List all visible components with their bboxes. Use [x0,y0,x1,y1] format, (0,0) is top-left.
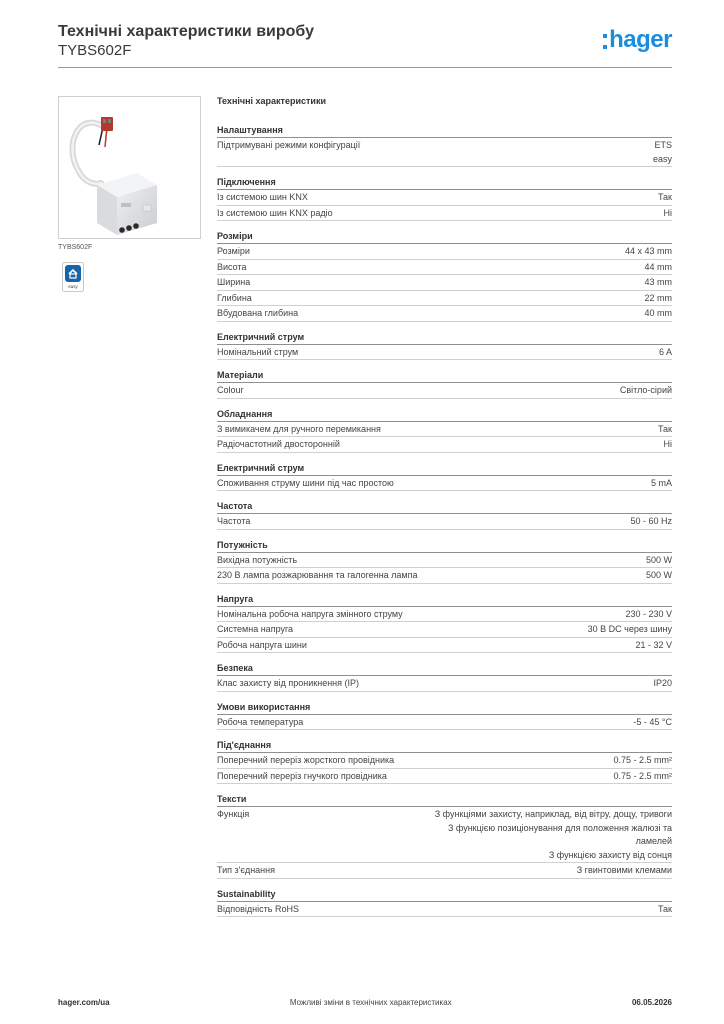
section-title: Потужність [217,539,672,553]
spec-value-line: Так [657,903,672,914]
spec-label: Поперечний переріз гнучкого провідника [217,770,387,781]
section-title: Sustainability [217,888,672,902]
spec-section [217,539,672,584]
section-title: Тексти [217,793,672,807]
spec-value [644,261,672,275]
product-illustration [59,97,200,238]
spec-row [217,244,672,260]
spec-row [217,676,672,692]
spec-value-line: 30 В DC через шину [587,624,672,634]
spec-section [217,500,672,530]
ehome-icon [62,262,84,292]
spec-label: Споживання струму шини під час простою [217,477,394,488]
spec-value-line: IP20 [653,678,672,688]
spec-label: 230 В лампа розжарювання та галогенна лампа [217,570,418,580]
spec-value-line: З функціями захисту, наприклад, від вітру, дощу, тривоги [434,809,672,819]
spec-section [217,331,672,361]
spec-value [651,477,672,491]
spec-section [217,408,672,453]
spec-row [217,807,672,863]
spec-value [644,276,672,290]
footer-date: 06.05.2026 [631,998,672,1007]
spec-label: Вбудована глибина [217,308,299,318]
section-title: Розміри [217,230,672,244]
spec-value [630,515,672,529]
footer-disclaimer: Можливі зміни в технічних характеристиках [289,998,452,1007]
spec-label: Радіочастотний двосторонній [217,439,340,449]
spec-value [646,554,672,568]
page-footer [58,998,672,1007]
spec-row [217,607,672,623]
spec-value-line: Так [657,423,672,434]
spec-label: Номінальна робоча напруга змінного струму [217,608,403,619]
spec-value [588,623,672,637]
spec-value [658,191,672,205]
spec-value-line: Ні [663,439,672,449]
spec-value [644,307,672,321]
spec-label: Вихідна потужність [217,554,298,565]
spec-value [658,423,672,437]
document-title: Технічні характеристики виробу [58,23,314,40]
section-title: Під'єднання [217,739,672,753]
spec-label: Відповідність RoHS [217,903,299,914]
hager-logo[interactable] [603,28,672,52]
spec-section [217,593,672,654]
spec-row [217,437,672,453]
spec-value-line: Світло-сірий [619,385,672,395]
spec-value [635,639,672,653]
spec-label: Поперечний переріз жорсткого провідника [217,755,395,765]
spec-value-line: 6 A [658,346,672,357]
spec-section [217,124,672,167]
spec-value [432,808,672,862]
spec-row [217,383,672,399]
spec-value [577,864,672,878]
spec-section [217,230,672,322]
section-title: Підключення [217,176,672,190]
spec-section [217,369,672,399]
spec-row [217,190,672,206]
spec-row [217,902,672,918]
spec-value-line: З функцією позиціонування для положення жалюзі та ламелей [447,822,672,846]
spec-value-line: 500 W [645,570,672,580]
spec-value [646,569,672,583]
spec-value-line: 43 mm [644,277,672,287]
section-title: Умови використання [217,701,672,715]
spec-label: Висота [217,261,247,272]
specs-heading: Технічні характеристики [217,96,326,106]
spec-value-line: 44 mm [644,261,672,272]
spec-value [659,346,672,360]
spec-label: Системна напруга [217,624,294,634]
spec-value [613,770,672,784]
spec-value [625,245,672,259]
spec-label: Тип з'єднання [217,865,275,875]
spec-value [664,438,673,452]
spec-section [217,793,672,879]
section-title: Налаштування [217,124,672,138]
spec-label: Робоча температура [217,716,304,727]
footer-website-link[interactable]: hager.com/ua [58,998,110,1007]
spec-value-line: З гвинтовими клемами [576,865,672,875]
spec-row [217,291,672,307]
spec-row [217,422,672,438]
spec-section [217,888,672,918]
spec-value [653,677,672,691]
spec-value-line: 0.75 - 2.5 mm² [613,770,672,781]
spec-row [217,638,672,654]
spec-row [217,476,672,492]
spec-value-line: 22 mm [644,292,672,303]
section-title: Матеріали [217,369,672,383]
spec-value [644,292,672,306]
spec-value [620,384,672,398]
spec-row [217,138,672,167]
spec-section [217,701,672,731]
spec-row [217,345,672,361]
logo-text: hager [609,26,672,53]
spec-label: Номінальний струм [217,346,299,357]
product-code-heading: TYBS602F [58,42,132,59]
section-title: Частота [217,500,672,514]
spec-value-line: -5 - 45 °C [633,716,672,727]
spec-label: Функція [217,809,250,819]
spec-label: Глибина [217,292,252,303]
spec-label: Colour [217,385,244,395]
spec-row [217,753,672,769]
spec-row [217,275,672,291]
spec-value-line: З функцією захисту від сонця [548,849,672,860]
spec-label: Частота [217,516,251,526]
spec-value [625,608,672,622]
spec-value-line: 40 mm [644,308,672,318]
spec-section [217,176,672,221]
spec-value-line: ETS [654,140,672,150]
spec-label: З вимикачем для ручного перемикання [217,423,381,434]
spec-label: Клас захисту від проникнення (IP) [217,678,360,688]
spec-row [217,769,672,785]
spec-section [217,739,672,784]
spec-value [633,716,672,730]
section-title: Напруга [217,593,672,607]
product-caption: TYBS602F [58,244,93,251]
spec-row [217,568,672,584]
spec-label: Із системою шин KNX [217,192,308,202]
section-title: Електричний струм [217,462,672,476]
spec-value [653,139,672,166]
spec-label: Підтримувані режими конфігурації [217,140,361,150]
spec-value-line: Так [657,192,672,202]
spec-row [217,622,672,638]
page-header [58,22,672,68]
spec-value-line: Ні [663,207,672,218]
spec-value-line: 0.75 - 2.5 mm² [613,755,672,765]
specifications [217,96,672,926]
spec-value-line: 230 - 230 V [625,608,672,619]
spec-value [658,903,672,917]
product-image [58,96,201,239]
section-title: Обладнання [217,408,672,422]
spec-section [217,662,672,692]
section-title: Електричний струм [217,331,672,345]
spec-value-line: 50 - 60 Hz [630,516,672,526]
spec-section [217,462,672,492]
spec-label: Із системою шин KNX радіо [217,207,333,218]
spec-label: Робоча напруга шини [217,639,307,650]
spec-value-line: 21 - 32 V [635,639,672,650]
section-title: Безпека [217,662,672,676]
spec-value-line: easy [652,153,672,164]
spec-value [613,754,672,768]
spec-value-line: 5 mA [650,477,672,488]
spec-value-line: 500 W [645,554,672,565]
spec-row [217,715,672,731]
spec-value-line: 44 x 43 mm [624,246,672,256]
spec-label: Ширина [217,277,251,287]
badge-label: easy [68,284,78,289]
spec-label: Розміри [217,246,250,256]
spec-value [664,207,673,221]
spec-row [217,206,672,222]
logo-mark-icon [603,34,607,49]
spec-row [217,260,672,276]
spec-row [217,553,672,569]
spec-row [217,514,672,530]
spec-row [217,863,672,879]
spec-row [217,306,672,322]
